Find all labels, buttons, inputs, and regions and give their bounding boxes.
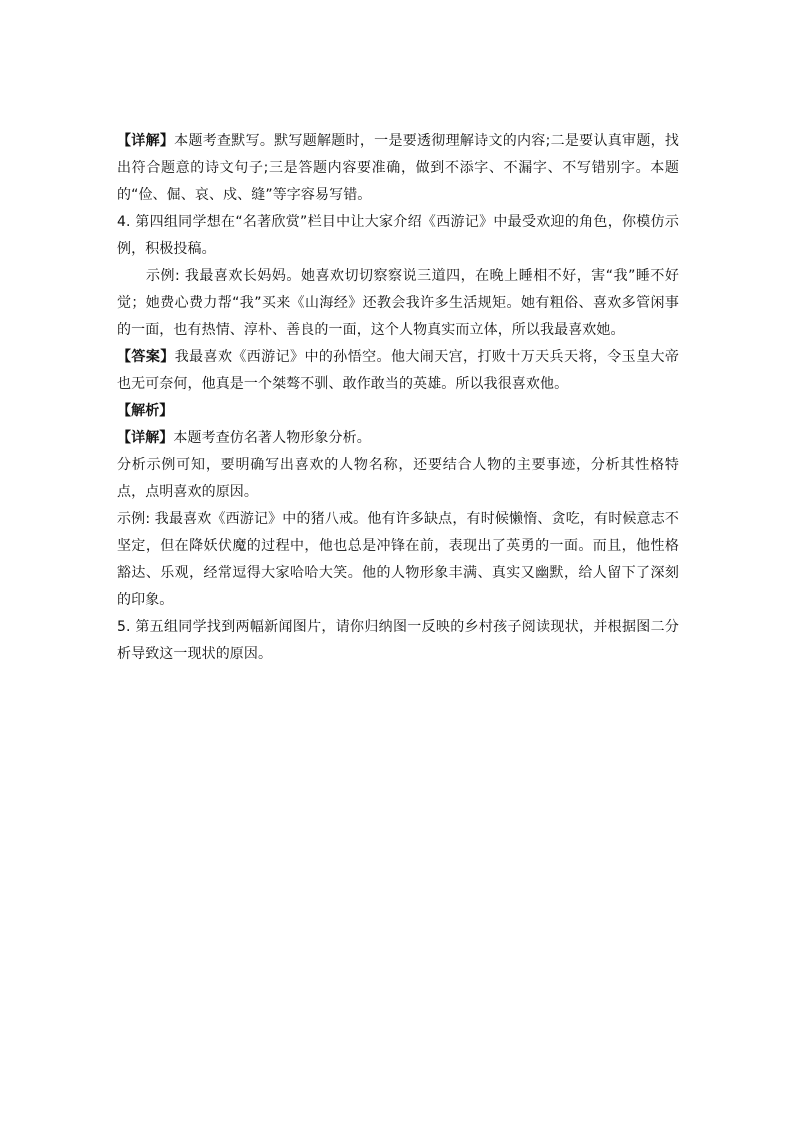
explanation-character [117, 425, 679, 452]
analysis-tag: 【解析】 [117, 403, 174, 419]
question-4 [117, 209, 679, 263]
sample-answer-text: 示例: 我最喜欢《西游记》中的猪八戒。他有许多缺点，有时候懒惰、贪吃，有时候意志不坚定，但在降妖伏魔的过程中，他也总是冲锋在前，表现出了英勇的一面。而且，他性格豁达、乐观，经常逗得大家哈哈大笑。他的人物形象丰满、真实又幽默，给人留下了深刻的印象。 [117, 511, 679, 608]
example-text: 示例: 我最喜欢长妈妈。她喜欢切切察察说三道四，在晚上睡相不好，害“我”睡不好觉；她费心费力帮“我”买来《山海经》还教会我许多生活规矩。她有粗俗、喜欢多管闲事的一面，也有热情、淳朴、善良的一面，这个人物真实而立体，所以我最喜欢她。 [117, 268, 679, 338]
explanation-text-2: 本题考查仿名著人物形象分析。 [173, 430, 371, 446]
explanation-dictation [117, 128, 679, 209]
document-page [117, 128, 679, 668]
question-5 [117, 614, 679, 668]
example-paragraph [117, 263, 679, 344]
question-5-text: 5. 第五组同学找到两幅新闻图片，请你归纳图一反映的乡村孩子阅读现状，并根据图二分析导致这一现状的原因。 [117, 619, 679, 662]
analysis-text: 分析示例可知，要明确写出喜欢的人物名称，还要结合人物的主要事迹，分析其性格特点，点明喜欢的原因。 [117, 457, 679, 500]
sample-answer-paragraph [117, 506, 679, 614]
answer-text: 我最喜欢《西游记》中的孙悟空。他大闹天宫，打败十万天兵天将，令玉皇大帝也无可奈何，他真是一个桀骜不驯、敢作敢当的英雄。所以我很喜欢他。 [117, 349, 680, 392]
answer-tag: 【答案】 [117, 349, 175, 365]
analysis-heading [117, 398, 679, 425]
answer-paragraph [117, 344, 679, 398]
explanation-text: 本题考查默写。默写题解题时，一是要透彻理解诗文的内容;二是要认真审题，找出符合题意的诗文句子;三是答题内容要准确，做到不添字、不漏字、不写错别字。本题的“俭、倔、哀、戍、缝”等字容易写错。 [117, 133, 679, 203]
analysis-paragraph [117, 452, 679, 506]
explanation-tag: 【详解】 [117, 133, 175, 149]
question-4-text: 4. 第四组同学想在“名著欣赏”栏目中让大家介绍《西游记》中最受欢迎的角色，你模仿示例，积极投稿。 [117, 214, 679, 257]
explanation-tag-2: 【详解】 [117, 430, 174, 446]
